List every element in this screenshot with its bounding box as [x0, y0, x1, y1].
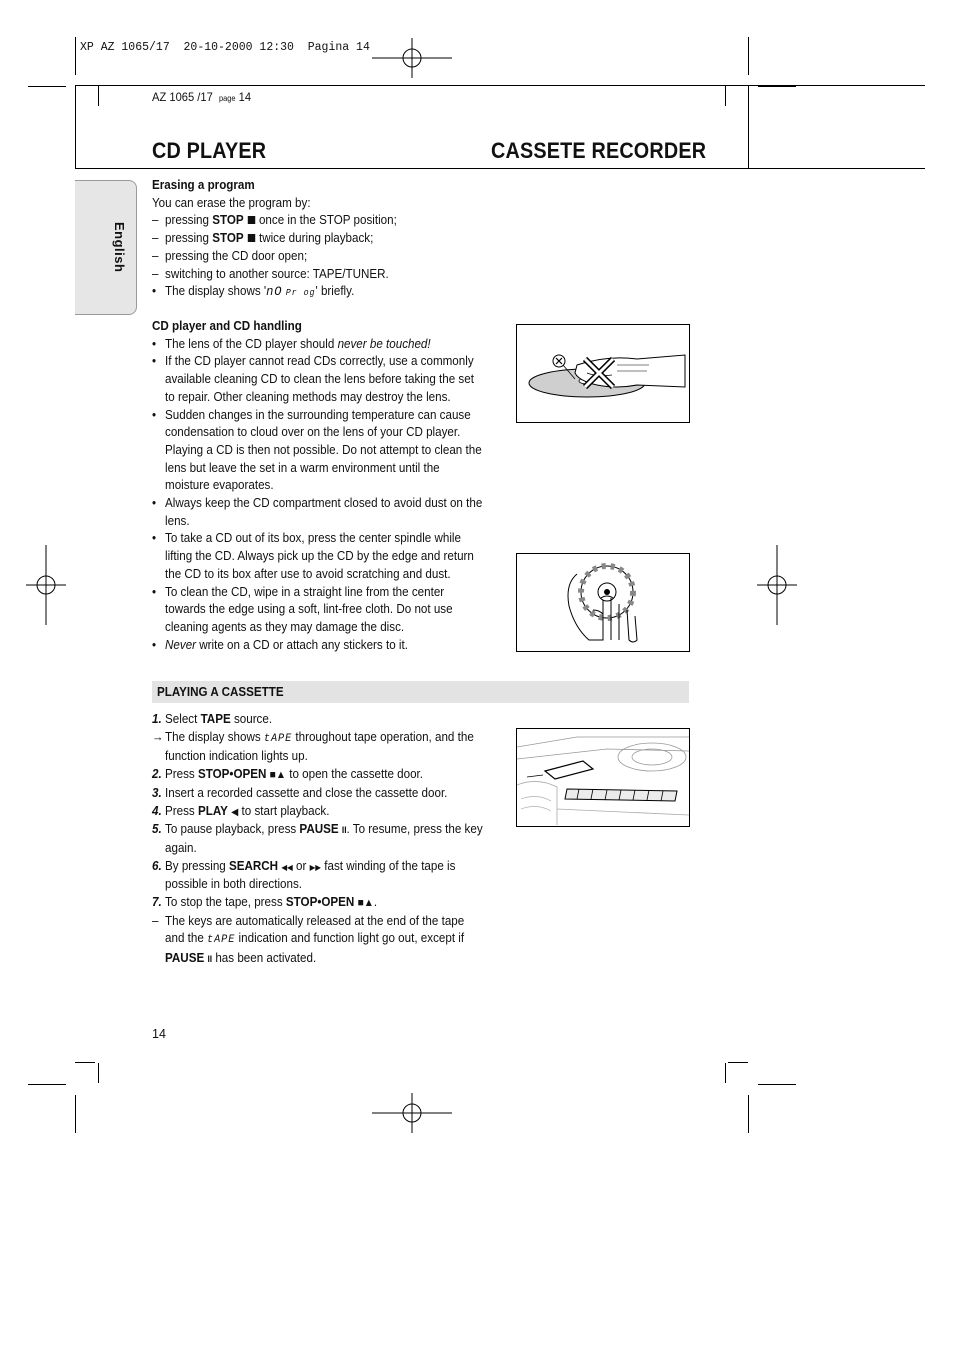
- illustration-cd-handling: [516, 553, 690, 652]
- stop-eject-icon: ■▲: [357, 897, 374, 910]
- step-item: 7. To stop the tape, press STOP•OPEN ■▲.: [152, 895, 378, 910]
- cassette-steps: [152, 711, 487, 969]
- list-item: • Never write on a CD or attach any stickers to it.: [152, 637, 408, 652]
- header-bottom-rule: [75, 168, 925, 169]
- erasing-intro: You can erase the program by:: [152, 195, 311, 210]
- cassette-heading: PLAYING A CASSETTE: [157, 685, 284, 699]
- list-item: • Sudden changes in the surrounding temperature can cause condensation to cloud over on the lens of your CD player. Playing a CD is then not possible. Do not attempt to clean the lens but leave the set in a warm environment until the moisture evaporates.: [152, 407, 482, 493]
- lcd-tape-text: tAPE: [207, 934, 236, 947]
- crop-mark: [98, 86, 99, 106]
- handling-section: [152, 318, 487, 654]
- crop-mark: [748, 1095, 749, 1133]
- crop-mark: [75, 37, 76, 75]
- registration-mark-left: [26, 545, 66, 625]
- crop-mark: [75, 1095, 76, 1133]
- list-item: – pressing STOP once in the STOP position;: [152, 213, 397, 228]
- model-label: AZ 1065 /17 page 14: [152, 90, 252, 104]
- step-item: 6. By pressing SEARCH ◀◀ or ▶▶ fast winding of the tape is possible in both directions.: [152, 858, 456, 892]
- crop-mark: [748, 37, 749, 75]
- crop-mark: [98, 1063, 99, 1083]
- registration-mark-top: [372, 38, 452, 78]
- list-item: • To take a CD out of its box, press the center spindle while lifting the CD. Always pick up the CD by the edge and return the CD to its box after use to avoid scratching and dust.: [152, 531, 474, 581]
- rewind-icon: ◀◀: [281, 862, 293, 872]
- list-item: • If the CD player cannot read CDs correctly, use a commonly available cleaning CD to clean the lens before taking the set to repair. Other cleaning methods may destroy the lens.: [152, 354, 474, 404]
- pause-icon: II: [341, 825, 347, 836]
- crop-mark: [758, 86, 796, 87]
- lcd-tape-text: tAPE: [263, 732, 293, 745]
- illustration-cassette-deck: [516, 728, 690, 827]
- step-item: → The display shows tAPE throughout tape operation, and the function indication lights up.: [152, 729, 474, 764]
- step-item: – The keys are automatically released at the end of the tape and the tAPE indication and function light go out, except if PAUSE II has been activated.: [152, 913, 465, 966]
- crop-mark: [725, 86, 726, 106]
- list-item: – pressing the CD door open;: [152, 248, 308, 263]
- list-item: – pressing STOP twice during playback;: [152, 231, 374, 246]
- stop-eject-icon: ■▲: [269, 769, 286, 782]
- crop-mark: [75, 1062, 95, 1063]
- language-tab: [75, 180, 137, 315]
- list-item: – switching to another source: TAPE/TUNER.: [152, 266, 389, 281]
- crop-mark: [28, 1084, 66, 1085]
- erasing-heading: Erasing a program: [152, 178, 255, 192]
- list-item: • The lens of the CD player should never be touched!: [152, 336, 431, 351]
- list-item: • To clean the CD, wipe in a straight line from the center towards the edge using a soft, lint-free cloth. Do not use cleaning agents as they may damage the disc.: [152, 584, 453, 634]
- cassette-deck-icon: [517, 729, 689, 826]
- pause-icon: II: [207, 954, 213, 965]
- step-item: 3. Insert a recorded cassette and close the cassette door.: [152, 785, 448, 800]
- list-item: • Always keep the CD compartment closed to avoid dust on the lens.: [152, 496, 483, 528]
- page-number: 14: [152, 1027, 166, 1041]
- page-title-cd-player: CD PLAYER: [152, 138, 267, 163]
- header-left-rule: [75, 85, 76, 169]
- registration-mark-right: [757, 545, 797, 625]
- crop-mark: [28, 86, 66, 87]
- stop-icon: [247, 234, 254, 242]
- erasing-section: [152, 177, 487, 303]
- step-item: 2. Press STOP•OPEN ■▲ to open the cassette door.: [152, 767, 423, 782]
- play-icon: ◀: [231, 806, 239, 818]
- registration-mark-bottom: [372, 1093, 452, 1133]
- list-item: • The display shows 'nO Pr og' briefly.: [152, 284, 355, 300]
- crop-mark: [725, 1063, 726, 1083]
- header-top-rule: [75, 85, 925, 86]
- crop-mark: [758, 1084, 796, 1085]
- stop-icon: [247, 216, 254, 224]
- header-right-rule: [748, 85, 749, 169]
- crop-mark: [728, 1062, 748, 1063]
- step-item: 4. Press PLAY ◀ to start playback.: [152, 803, 330, 818]
- step-item: 1. Select TAPE source.: [152, 712, 273, 726]
- illustration-lens-do-not-touch: [516, 324, 690, 423]
- lens-hand-icon: [517, 325, 689, 422]
- handling-heading: CD player and CD handling: [152, 319, 302, 333]
- cd-hand-icon: [517, 554, 689, 651]
- fast-forward-icon: ▶▶: [309, 862, 322, 872]
- lcd-no-text: nO: [266, 284, 283, 300]
- language-tab-label: English: [112, 222, 127, 273]
- page-title-cassette-recorder: CASSETE RECORDER: [491, 138, 707, 163]
- print-slug: XP AZ 1065/17 20-10-2000 12:30 Pagina 14: [80, 41, 370, 54]
- step-item: 5. To pause playback, press PAUSE II. To resume, press the key again.: [152, 822, 483, 855]
- lcd-prog-text: Pr og: [285, 288, 316, 299]
